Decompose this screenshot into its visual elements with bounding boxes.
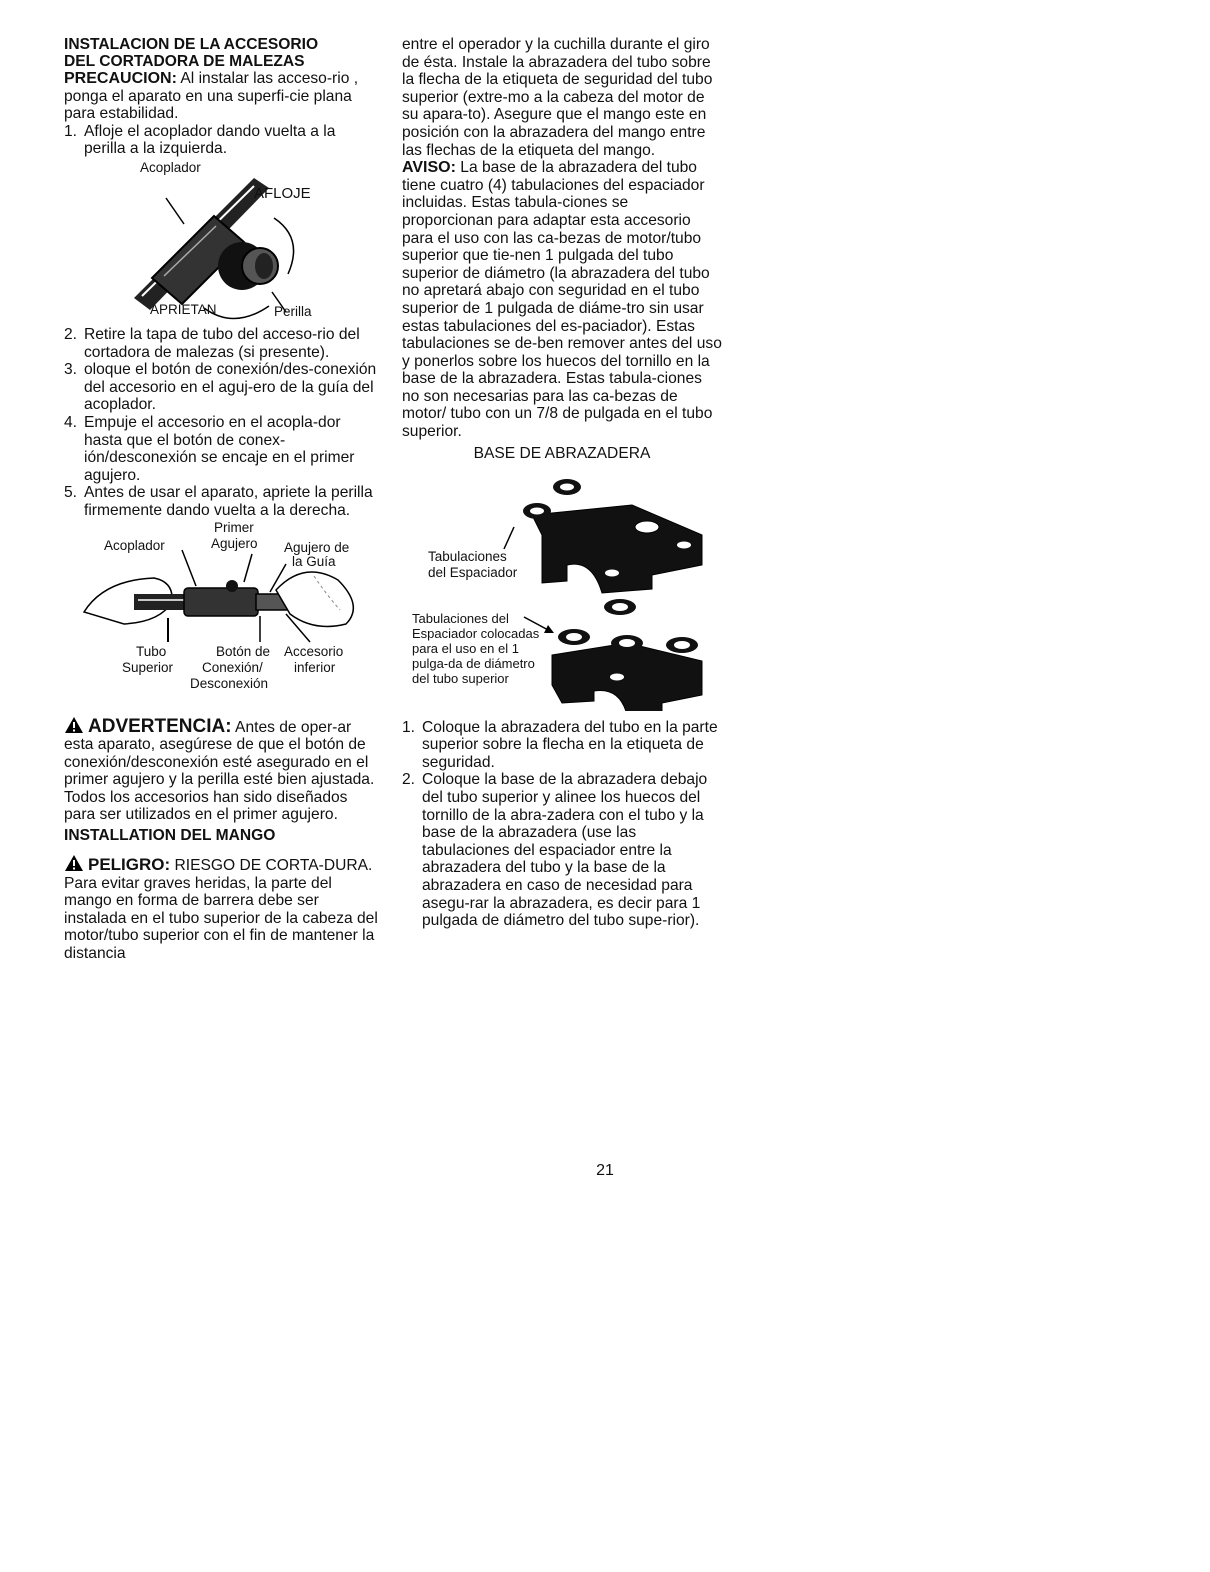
peligro-text: RIESGO DE CORTA-DURA. Para evitar graves heridas, la parte del mango en forma de barrera debe ser instalada en el tubo superior de la cabeza del motor/tubo superior con el fin de mantener la distancia	[64, 857, 378, 963]
step-number: 4.	[64, 413, 78, 431]
label-del-espaciador: del Espaciador	[428, 564, 518, 580]
caution-label: PRECAUCION:	[64, 70, 177, 87]
coupler-knob-illustration	[64, 158, 380, 326]
step-4	[64, 414, 380, 484]
left-column	[64, 36, 380, 963]
step-text: oloque el botón de conexión/des-conexión del accesorio en el aguj-ero de la guía del acoplador.	[84, 361, 377, 414]
step-number: 1.	[64, 122, 78, 140]
step-number: 2.	[402, 771, 416, 789]
step-5	[64, 484, 380, 519]
step-text: Retire la tapa de tubo del acceso-rio del cortadora de malezas (si presente).	[84, 325, 360, 361]
caution-text: Al instalar las acceso-rio , ponga el aparato en una superfi-cie plana para estabilidad.	[64, 70, 359, 123]
clamp-base-figure	[402, 465, 722, 711]
label-conexion: Conexión/	[202, 659, 263, 675]
label-tabulaciones-colocadas: Tabulaciones del Espaciador colocadas para el uso en el 1 pulga-da de diámetro del tubo superior	[412, 610, 540, 686]
step-3	[64, 361, 380, 414]
attachment-insertion-figure	[64, 520, 380, 706]
label-superior: Superior	[122, 659, 174, 675]
label-agujero-guia: Agujero de	[284, 539, 350, 555]
step-text: Empuje el accesorio en el acopla-dor hasta que el botón de conex-ión/desconexión se encaje en el primer agujero.	[84, 413, 355, 484]
label-inferior: inferior	[294, 659, 336, 675]
label-la-guia: la Guía	[292, 553, 336, 569]
right-column	[402, 36, 722, 930]
figure-caption: BASE DE ABRAZADERA	[473, 444, 651, 462]
step-1	[64, 123, 380, 158]
label-afloje: AFLOJE	[254, 184, 311, 202]
step-number: 1.	[402, 718, 416, 736]
step-number: 2.	[64, 325, 78, 343]
coupler-knob-figure	[64, 158, 380, 326]
step-text: Antes de usar el aparato, apriete la perilla firmemente dando vuelta a la derecha.	[84, 484, 373, 519]
mango-continuation: entre el operador y la cuchilla durante el giro de ésta. Instale la abrazadera del tubo sobre la flecha de la etiqueta de seguridad del tubo superior (extre-mo a la cabeza del motor de su apara-to). Asegure que el mango este en posición con la abrazadera del mango entre las flechas de la etiqueta del mango.	[402, 36, 713, 159]
peligro-paragraph	[64, 854, 380, 963]
step-text: Afloje el acoplador dando vuelta a la perilla a la izquierda.	[84, 122, 336, 158]
danger-icon	[64, 854, 84, 872]
caution-paragraph	[64, 70, 380, 123]
label-accesorio: Accesorio	[284, 643, 344, 659]
advertencia-text: Antes de oper-ar esta aparato, asegúrese de que el botón de conexión/desconexión esté asegurado en el primer agujero y la perilla esté bien ajustada. Todos los accesorios han sido diseñados para ser utilizados en el primer agujero.	[64, 718, 375, 824]
steps-list-2	[64, 326, 380, 520]
step-number: 3.	[64, 361, 78, 379]
label-perilla: Perilla	[274, 303, 312, 319]
step-text: Coloque la abrazadera del tubo en la parte superior sobre la flecha en la etiqueta de seguridad.	[422, 718, 718, 771]
label-boton-de: Botón de	[216, 643, 271, 659]
label-agujero: Agujero	[211, 535, 258, 551]
peligro-label: PELIGRO:	[88, 855, 171, 875]
page-number: 21	[596, 1162, 614, 1179]
step-number: 5.	[64, 484, 78, 502]
section-heading-cont: DEL CORTADORA DE MALEZAS	[64, 53, 305, 70]
mango-heading: INSTALLATION DEL MANGO	[64, 827, 276, 845]
label-acoplador-2: Acoplador	[104, 537, 165, 553]
step-right-1	[402, 719, 722, 772]
advertencia-paragraph	[64, 716, 380, 825]
steps-list-1	[64, 123, 380, 158]
aviso-text: La base de la abrazadera del tubo tiene cuatro (4) tabulaciones del espaciador incluidas. Estas tabula-ciones se proporcionan para adaptar esta accesorio para el uso con las ca-bezas de motor/tubo superior que tie-nen 1 pulgada del tubo superior de diámetro (la abrazadera del tubo no apretará abajo con seguridad en el tubo superior de 1 pulgada de diáme-tro sin usar estas tabulaciones del es-paciador). Estas tabulaciones se de-ben remover antes del uso y ponerlos sobre los huecos del tornillo en la base de la abrazadera. Estas tabula-ciones no son necesarias para las ca-bezas de motor/ tubo con un 7/8 de pulgada en el tubo superior.	[402, 159, 722, 441]
label-acoplador: Acoplador	[140, 159, 201, 175]
label-tabulaciones: Tabulaciones	[428, 548, 507, 564]
aviso-label: AVISO:	[402, 159, 456, 177]
label-primer: Primer	[214, 519, 254, 535]
step-right-2	[402, 771, 722, 929]
step-text: Coloque la base de la abrazadera debajo del tubo superior y alinee los huecos del tornillo de la abra-zadera con el tubo y la base de la abrazadera (use las tabulaciones del espaciador entre la abrazadera del tubo y la base de la abrazadera en caso de necesidad para asegu-rar la abrazadera, es decir para 1 pulgada de diámetro del tubo supe-rior).	[422, 771, 708, 930]
step-2	[64, 326, 380, 361]
label-tubo: Tubo	[136, 643, 167, 659]
steps-list-right	[402, 719, 722, 930]
label-desconexion: Desconexión	[190, 675, 269, 691]
aviso-paragraph	[402, 159, 722, 441]
warning-icon	[64, 716, 84, 734]
section-heading: INSTALACION DE LA ACCESORIO	[64, 36, 319, 53]
label-aprietan: APRIETAN	[150, 301, 217, 317]
advertencia-label: ADVERTENCIA:	[88, 715, 232, 737]
